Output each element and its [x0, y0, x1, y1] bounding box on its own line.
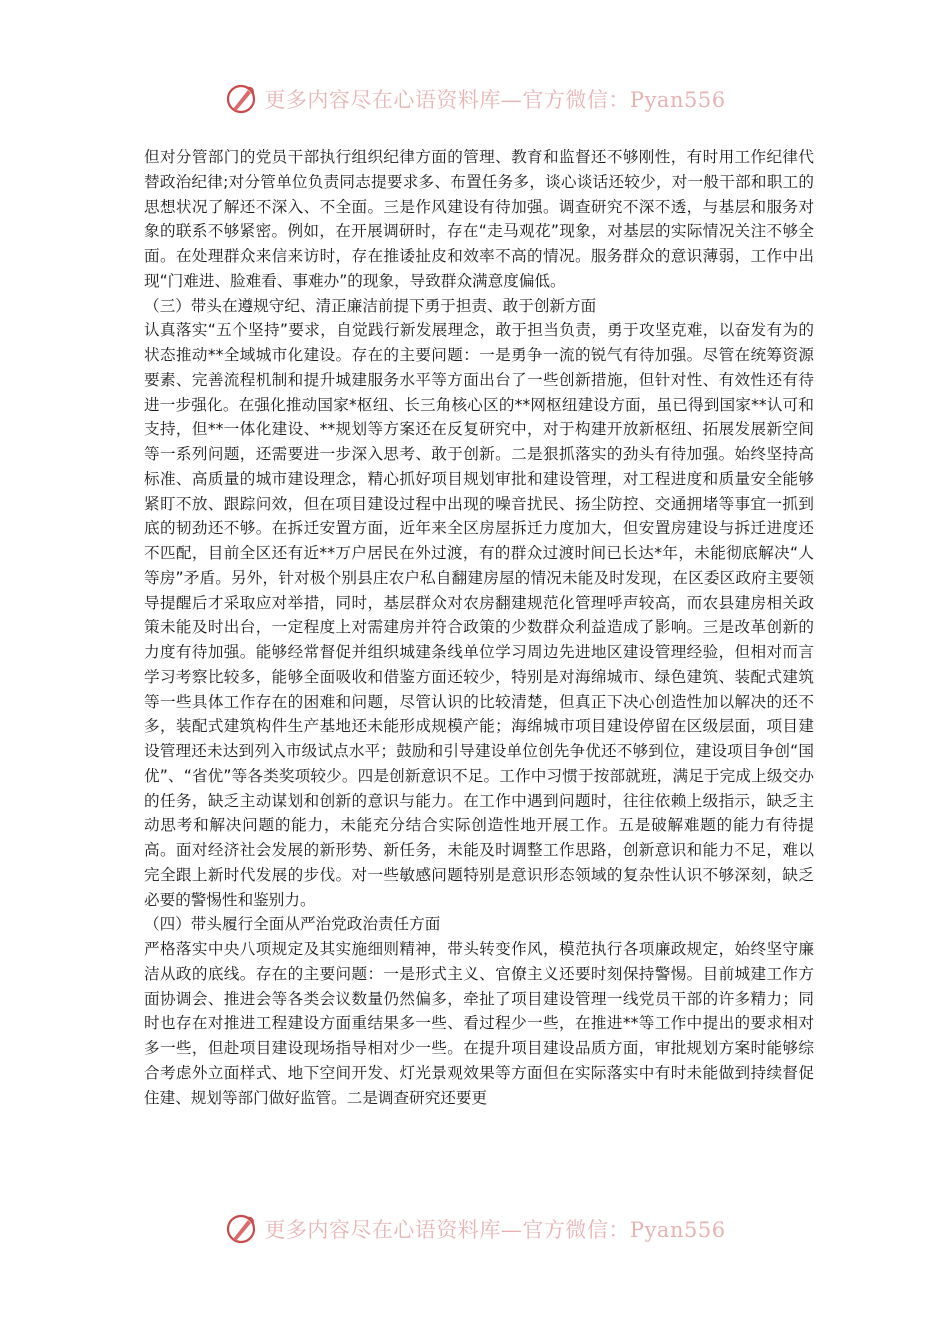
body-paragraph: 认真落实“五个坚持”要求，自觉践行新发展理念，敢于担当负责，勇于攻坚克难，以奋发有为的状态推动**全域城市化建设。存在的主要问题：一是勇争一流的锐气有待加强。尽管在统筹资源要素、完善流程机制和提升城建服务水平等方面出台了一些创新措施，但针对性、有效性还有待进一步强化。在强化推动国家*枢纽、长三角核心区的**网枢纽建设方面，虽已得到国家**认可和支持，但**一体化建设、**规划等方案还在反复研究中，对于构建开放新枢纽、拓展发展新空间等一系列问题，还需要进一步深入思考、敢于创新。二是狠抓落实的劲头有待加强。始终坚持高标准、高质量的城市建设理念，精心抓好项目规划审批和建设管理，对工程进度和质量安全能够紧盯不放、跟踪问效，但在项目建设过程中出现的噪音扰民、扬尘防控、交通拥堵等事宜一抓到底的韧劲还不够。在拆迁安置方面，近年来全区房屋拆迁力度加大，但安置房建设与拆迁进度还不匹配，目前全区还有近**万户居民在外过渡，有的群众过渡时间已长达*年，未能彻底解决“人等房”矛盾。另外，针对极个别县庄农户私自翻建房屋的情况未能及时发现，在区委区政府主要领导提醒后才采取应对举措，同时，基层群众对农房翻建规范化管理呼声较高，而农县建房相关政策未能及时出台，一定程度上对需建房并符合政策的少数群众利益造成了影响。三是改革创新的力度有待加强。能够经常督促并组织城建条线单位学习周边先进地区建设管理经验，但相对而言学习考察比较多，能够全面吸收和借鉴方面还较少，特别是对海绵城市、绿色建筑、装配式建筑等一些具体工作存在的困难和问题，尽管认识的比较清楚，但真正下决心创造性加以解决的还不多，装配式建筑构件生产基地还未能形成规模产能；海绵城市项目建设停留在区级层面，项目建设管理还未达到列入市级试点水平；鼓励和引导建设单位创先争优还不够到位，建设项目争创“国优”、“省优”等各类奖项较少。四是创新意识不足。工作中习惯于按部就班，满足于完成上级交办的任务，缺乏主动谋划和创新的意识与能力。在工作中遇到问题时，往往依赖上级指示，缺乏主动思考和解决问题的能力，未能充分结合实际创造性地开展工作。五是破解难题的能力有待提高。面对经济社会发展的新形势、新任务，未能及时调整工作思路，创新意识和能力不足，难以完全跟上新时代发展的步伐。对一些敏感问题特别是意识形态领域的复杂性认识不够深刻，缺乏必要的警惕性和鉴别力。	[144, 321, 814, 909]
body-paragraph: 但对分管部门的党员干部执行组织纪律方面的管理、教育和监督还不够刚性，有时用工作纪律代替政治纪律;对分管单位负责同志提要求多、布置任务多，谈心谈话还较少，对一般干部和职工的思想状况了解还不深入、不全面。三是作风建设有待加强。调查研究不深不透，与基层和服务对象的联系不够紧密。例如，在开展调研时，存在“走马观花”现象，对基层的实际情况关注不够全面。在处理群众来信来访时，存在推诿扯皮和效率不高的情况。服务群众的意识薄弱，工作中出现“门难进、脸难看、事难办”的现象，导致群众满意度偏低。	[144, 148, 814, 290]
section-heading: （三）带头在遵规守纪、清正廉洁前提下勇于担责、敢于创新方面	[144, 296, 597, 315]
document-body	[144, 145, 814, 1110]
footer-watermark	[0, 1212, 950, 1246]
watermark-text: 更多内容尽在心语资料库—官方微信：Pyan556	[264, 1218, 726, 1242]
header-watermark	[0, 82, 950, 116]
body-paragraph: 严格落实中央八项规定及其实施细则精神，带头转变作风，模范执行各项廉政规定，始终坚守廉洁从政的底线。存在的主要问题：一是形式主义、官僚主义还要时刻保持警惕。目前城建工作方面协调会、推进会等各类会议数量仍然偏多，牵扯了项目建设管理一线党员干部的许多精力；同时也存在对推进工程建设方面重结果多一些、看过程少一些，在推进**等工作中提出的要求相对多一些，但赴项目建设现场指导相对少一些。在提升项目建设品质方面，审批规划方案时能够综合考虑外立面样式、地下空间开发、灯光景观效果等方面但在实际落实中有时未能做到持续督促住建、规划等部门做好监管。二是调查研究还要更	[144, 940, 814, 1107]
watermark-text: 更多内容尽在心语资料库—官方微信：Pyan556	[264, 88, 726, 112]
quill-pen-icon	[224, 1212, 258, 1246]
quill-pen-icon	[224, 82, 258, 116]
section-heading: （四）带头履行全面从严治党政治责任方面	[144, 915, 441, 934]
